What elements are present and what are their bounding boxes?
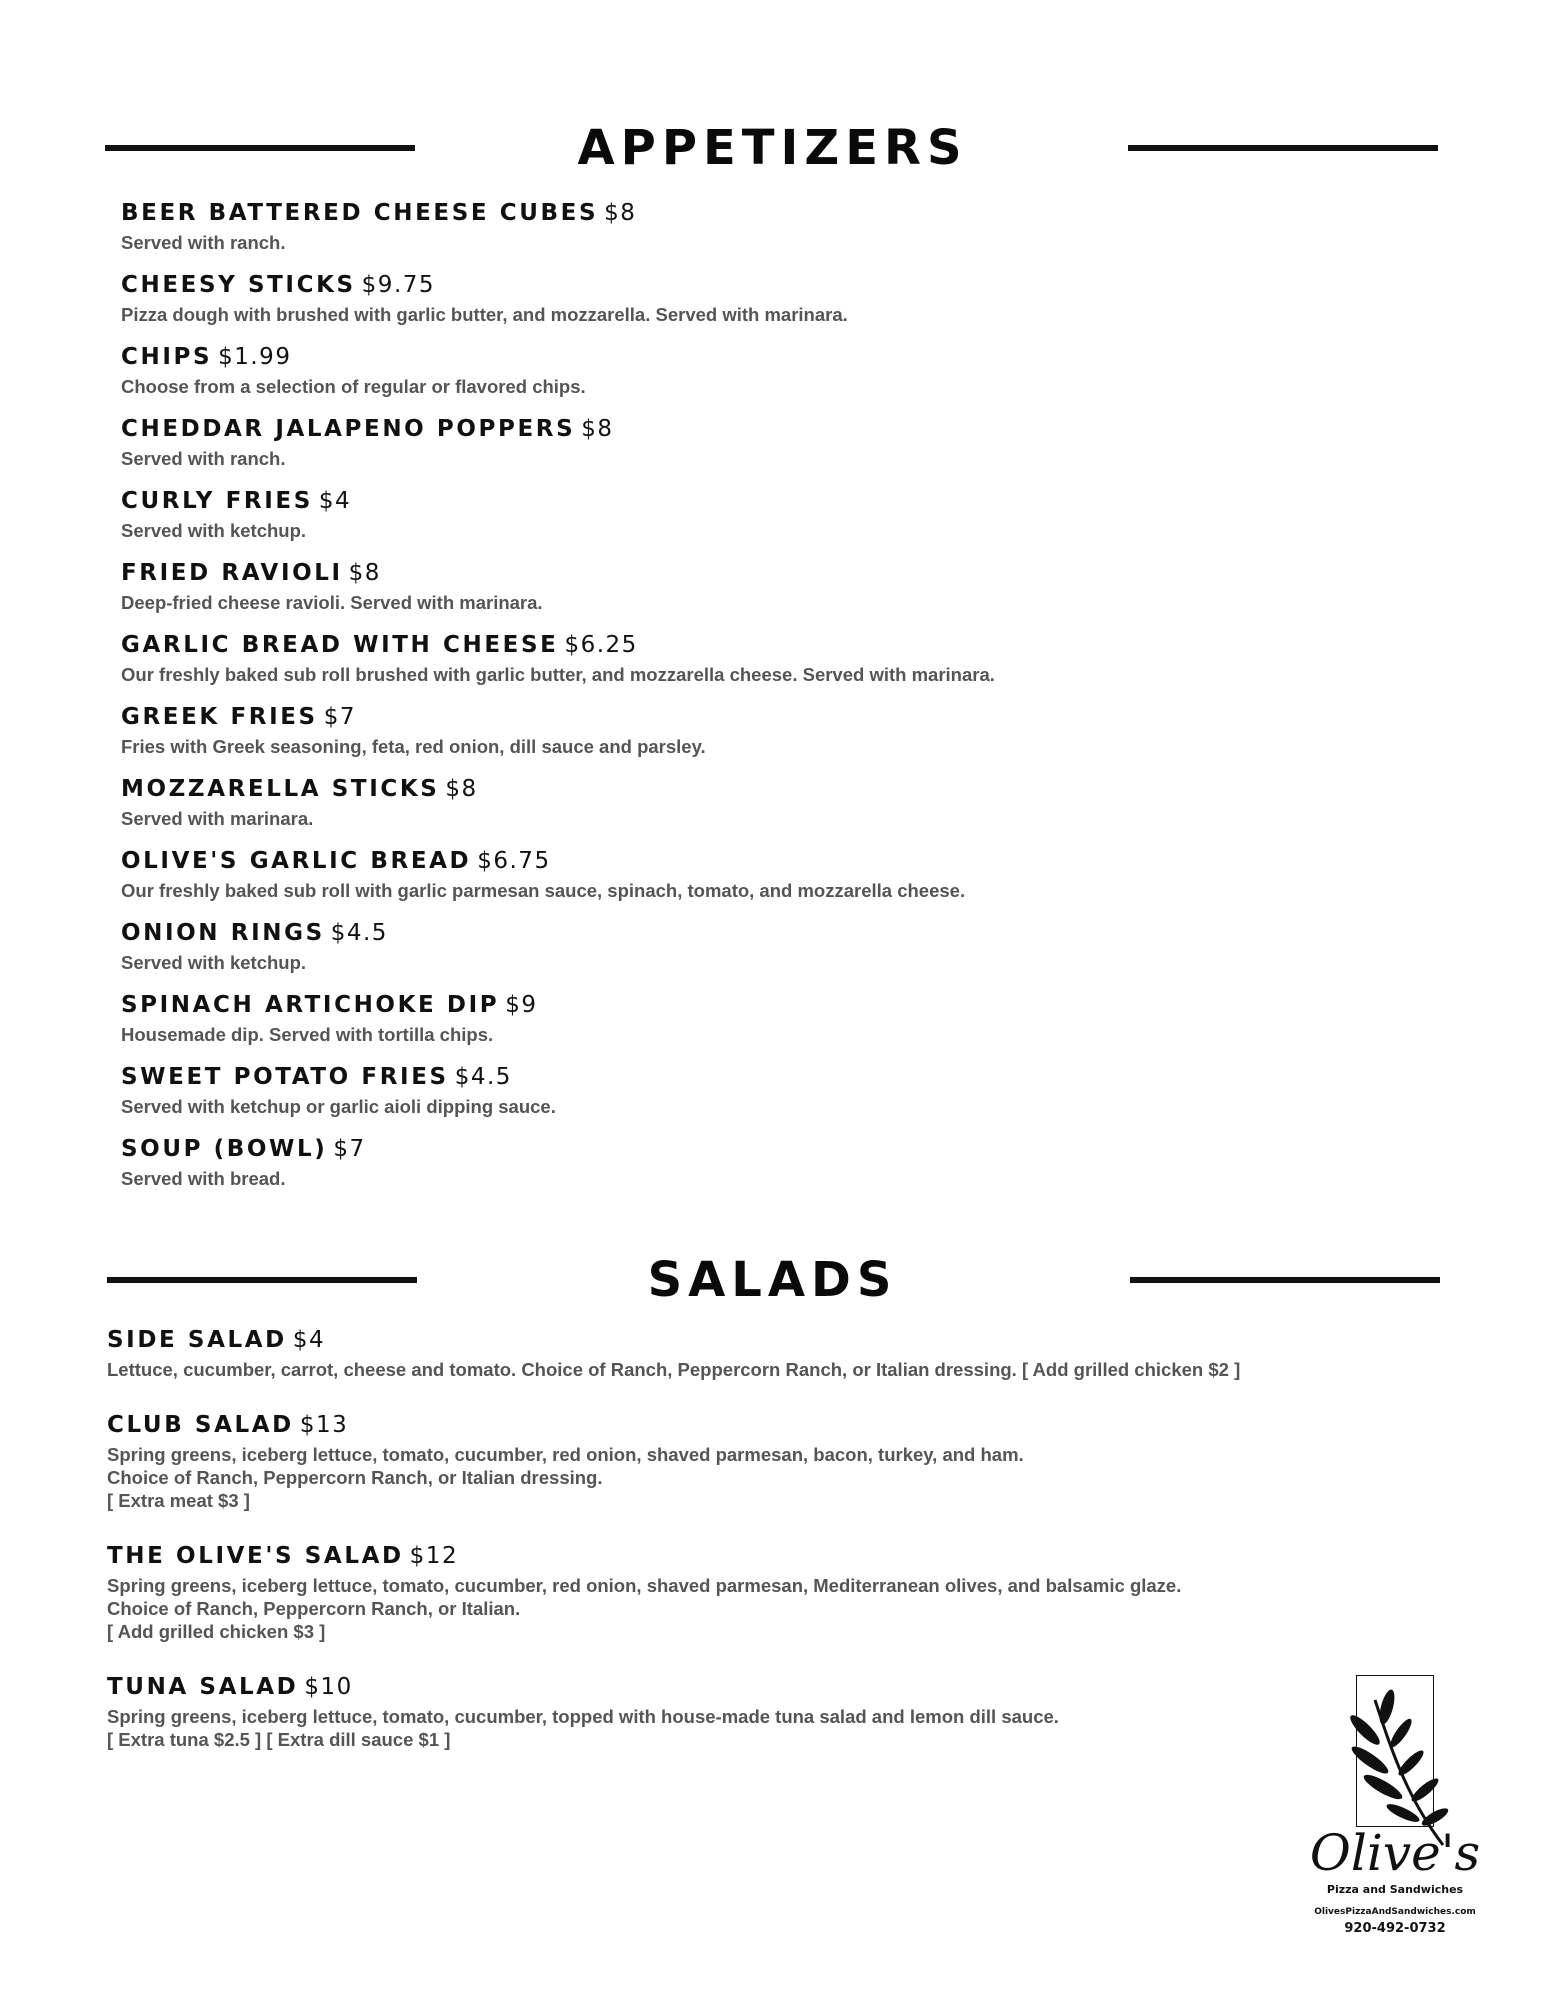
menu-item — [121, 1062, 995, 1134]
menu-item-name: SIDE SALAD — [107, 1327, 287, 1353]
menu-item-name: GARLIC BREAD WITH CHEESE — [121, 632, 559, 658]
menu-item-name: BEER BATTERED CHEESE CUBES — [121, 200, 599, 226]
menu-item-price: $8 — [581, 416, 614, 442]
menu-item-name: ONION RINGS — [121, 920, 325, 946]
menu-item-heading — [121, 414, 995, 447]
menu-item-heading — [121, 270, 995, 303]
menu-item-name: THE OLIVE'S SALAD — [107, 1543, 404, 1569]
menu-item-price: $8 — [604, 200, 637, 226]
menu-item-description: [ Extra tuna $2.5 ] [ Extra dill sauce $1 ] — [107, 1729, 451, 1750]
menu-item-name: CLUB SALAD — [107, 1412, 294, 1438]
menu-item — [107, 1325, 1240, 1410]
menu-item — [121, 990, 995, 1062]
menu-item-description: Served with ranch. — [121, 448, 286, 469]
menu-item-description: [ Add grilled chicken $3 ] — [107, 1621, 326, 1642]
menu-item-heading — [121, 918, 995, 951]
menu-item-heading — [121, 702, 995, 735]
menu-item-name: OLIVE'S GARLIC BREAD — [121, 848, 472, 874]
menu-item-description: Spring greens, iceberg lettuce, tomato, cucumber, red onion, shaved parmesan, Mediterranean olives, and balsamic glaze. — [107, 1575, 1182, 1596]
menu-item-description: Spring greens, iceberg lettuce, tomato, cucumber, red onion, shaved parmesan, bacon, turkey, and ham. — [107, 1444, 1024, 1465]
menu-item — [107, 1541, 1240, 1672]
menu-item-price: $7 — [323, 704, 356, 730]
menu-item-name: CHEESY STICKS — [121, 272, 356, 298]
menu-item-description: Fries with Greek seasoning, feta, red onion, dill sauce and parsley. — [121, 736, 706, 757]
menu-item-description: Served with ketchup. — [121, 520, 307, 541]
menu-item-heading — [121, 1062, 995, 1095]
menu-item — [121, 198, 995, 270]
salads-header — [0, 1250, 1545, 1310]
menu-item — [121, 486, 995, 558]
menu-item-heading — [121, 1134, 995, 1167]
logo-phone: 920-492-0732 — [1344, 1921, 1446, 1936]
menu-item — [121, 846, 995, 918]
menu-item-name: SOUP (BOWL) — [121, 1136, 328, 1162]
menu-item-description: [ Extra meat $3 ] — [107, 1490, 250, 1511]
menu-item-name: SWEET POTATO FRIES — [121, 1064, 449, 1090]
logo-website: OlivesPizzaAndSandwiches.com — [1314, 1907, 1476, 1917]
menu-item-price: $4 — [318, 488, 352, 514]
menu-item-heading — [107, 1325, 1240, 1358]
menu-item-name: TUNA SALAD — [107, 1674, 299, 1700]
olives-logo — [1300, 1675, 1490, 1955]
menu-item-name: MOZZARELLA STICKS — [121, 776, 440, 802]
menu-item-name: FRIED RAVIOLI — [121, 560, 343, 586]
menu-item-name: CHIPS — [121, 344, 213, 370]
menu-item-price: $13 — [299, 1412, 349, 1438]
menu-item-heading — [121, 486, 995, 519]
menu-item — [107, 1410, 1240, 1541]
salads-rule-right — [1130, 1277, 1440, 1283]
menu-item-price: $1.99 — [218, 344, 292, 370]
menu-item-description: Our freshly baked sub roll with garlic parmesan sauce, spinach, tomato, and mozzarella cheese. — [121, 880, 966, 901]
menu-item — [121, 1134, 995, 1206]
menu-item-price: $6.25 — [564, 632, 638, 658]
menu-item-heading — [121, 990, 995, 1023]
menu-item-description: Our freshly baked sub roll brushed with garlic butter, and mozzarella cheese. Served with marinara. — [121, 664, 995, 685]
menu-item — [107, 1672, 1240, 1752]
appetizers-rule-right — [1128, 145, 1438, 151]
menu-item — [121, 918, 995, 990]
menu-item-description: Choose from a selection of regular or flavored chips. — [121, 376, 586, 397]
menu-item-heading — [107, 1672, 1240, 1705]
menu-item-heading — [107, 1410, 1240, 1443]
menu-item-description: Deep-fried cheese ravioli. Served with marinara. — [121, 592, 543, 613]
menu-item-price: $4 — [292, 1327, 326, 1353]
menu-item-price: $10 — [304, 1674, 353, 1700]
menu-item-price: $9.75 — [361, 272, 436, 298]
menu-item-description: Served with ranch. — [121, 232, 286, 253]
menu-item-price: $4.5 — [330, 920, 388, 946]
menu-item-description: Served with ketchup or garlic aioli dipping sauce. — [121, 1096, 556, 1117]
menu-item-name: CHEDDAR JALAPENO POPPERS — [121, 416, 576, 442]
logo-script-name: Olive's — [1309, 1824, 1481, 1882]
appetizers-list — [121, 198, 995, 1206]
menu-item-description: Choice of Ranch, Peppercorn Ranch, or Italian dressing. — [107, 1467, 603, 1488]
menu-item-description: Served with marinara. — [121, 808, 314, 829]
menu-item-name: GREEK FRIES — [121, 704, 318, 730]
menu-item-description: Spring greens, iceberg lettuce, tomato, cucumber, topped with house-made tuna salad and lemon dill sauce. — [107, 1706, 1059, 1727]
menu-item — [121, 270, 995, 342]
appetizers-title: APPETIZERS — [577, 120, 968, 176]
menu-item-heading — [121, 846, 995, 879]
menu-item — [121, 414, 995, 486]
menu-item-heading — [121, 558, 995, 591]
menu-item-heading — [121, 342, 995, 375]
menu-item-price: $8 — [348, 560, 381, 586]
menu-item-price: $8 — [445, 776, 478, 802]
menu-item-description: Served with bread. — [121, 1168, 286, 1189]
menu-item-description: Pizza dough with brushed with garlic butter, and mozzarella. Served with marinara. — [121, 304, 848, 325]
menu-item-price: $9 — [505, 992, 538, 1018]
salads-list — [107, 1325, 1240, 1752]
menu-item-name: SPINACH ARTICHOKE DIP — [121, 992, 500, 1018]
menu-item-description: Housemade dip. Served with tortilla chips. — [121, 1024, 494, 1045]
menu-item — [121, 774, 995, 846]
salads-title: SALADS — [647, 1252, 898, 1308]
menu-item-heading — [121, 198, 995, 231]
appetizers-header — [0, 118, 1545, 178]
menu-item-name: CURLY FRIES — [121, 488, 313, 514]
menu-item-price: $6.75 — [477, 848, 551, 874]
menu-item-heading — [121, 774, 995, 807]
menu-item-description: Choice of Ranch, Peppercorn Ranch, or Italian. — [107, 1598, 521, 1619]
logo-subtitle: Pizza and Sandwiches — [1326, 1883, 1464, 1896]
menu-item-description: Lettuce, cucumber, carrot, cheese and tomato. Choice of Ranch, Peppercorn Ranch, or Italian dressing. [ Add grilled chicken $2 ] — [107, 1359, 1241, 1380]
menu-item — [121, 342, 995, 414]
menu-item-price: $12 — [409, 1543, 459, 1569]
menu-item — [121, 558, 995, 630]
menu-item-price: $7 — [333, 1136, 366, 1162]
menu-item-heading — [107, 1541, 1240, 1574]
menu-item-description: Served with ketchup. — [121, 952, 307, 973]
menu-item — [121, 702, 995, 774]
menu-item — [121, 630, 995, 702]
menu-item-price: $4.5 — [454, 1064, 512, 1090]
menu-item-heading — [121, 630, 995, 663]
